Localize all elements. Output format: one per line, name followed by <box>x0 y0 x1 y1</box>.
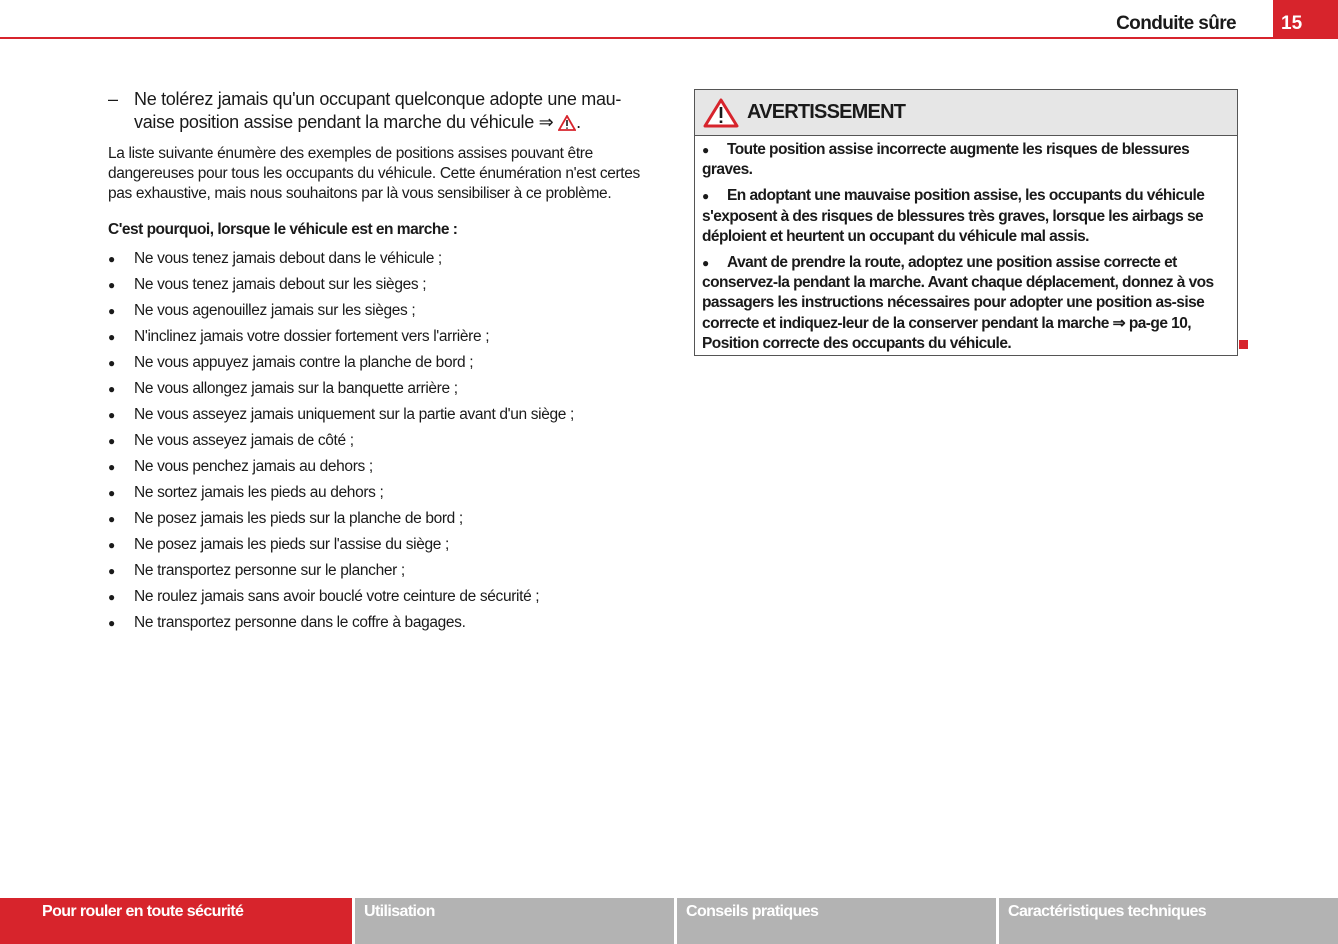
bullet: ● <box>108 408 115 422</box>
list-item <box>108 298 653 324</box>
bullet: ● <box>702 189 709 204</box>
bullet: ● <box>108 382 115 396</box>
bullet: ● <box>108 486 115 500</box>
list-item <box>108 454 653 480</box>
list-item-text: Ne sortez jamais les pieds au dehors ; <box>134 484 384 501</box>
warning-title: AVERTISSEMENT <box>747 101 906 123</box>
list-item <box>108 584 653 610</box>
list-item <box>108 376 653 402</box>
tab-utilisation[interactable]: Utilisation <box>355 898 674 944</box>
tab-caracteristiques-techniques[interactable]: Caractéristiques techniques <box>999 898 1338 944</box>
list-item-text: Ne vous asseyez jamais de côté ; <box>134 432 354 449</box>
bullet: ● <box>108 616 115 630</box>
bullet: ● <box>108 304 115 318</box>
list-item <box>108 272 653 298</box>
list-item-text: Ne vous penchez jamais au dehors ; <box>134 458 373 475</box>
left-column <box>108 88 653 636</box>
warning-point <box>702 186 1229 247</box>
warning-point-text: Avant de prendre la route, adoptez une position assise correcte et conservez-la pendant la marche. Avant chaque déplacement, donnez à vos passagers les instructions nécessaires pour adopter une position as-sise correcte et indiquez-leur de la conserver pendant la marche ⇒ pa-ge 10, Position correcte des occupants du véhicule. <box>702 254 1214 352</box>
list-item <box>108 558 653 584</box>
list-item <box>108 350 653 376</box>
list-item <box>108 480 653 506</box>
section-title: Conduite sûre <box>1116 13 1236 34</box>
list-item <box>108 428 653 454</box>
list-item <box>108 324 653 350</box>
warning-triangle-icon <box>558 115 576 131</box>
bullet: ● <box>108 564 115 578</box>
bullet: ● <box>108 356 115 370</box>
list-item-text: Ne transportez personne dans le coffre à bagages. <box>134 614 466 631</box>
list-item-text: Ne vous appuyez jamais contre la planche de bord ; <box>134 354 474 371</box>
warning-point <box>702 140 1229 180</box>
list-item <box>108 506 653 532</box>
intro-text: Ne tolérez jamais qu'un occupant quelconque adopte une mau-vaise position assise pendant la marche du véhicule ⇒ <box>134 89 622 132</box>
page-number: 15 <box>1273 0 1338 39</box>
bullet: ● <box>108 460 115 474</box>
warning-point <box>702 253 1229 354</box>
tab-conseils-pratiques[interactable]: Conseils pratiques <box>677 898 996 944</box>
list-item-text: Ne posez jamais les pieds sur l'assise du siège ; <box>134 536 449 553</box>
intro-item: – Ne tolérez jamais qu'un occupant quelconque adopte une mau-vaise position assise pendant la marche du véhicule ⇒ . <box>108 89 622 132</box>
footer-nav <box>0 898 1338 944</box>
list-item-text: Ne vous tenez jamais debout sur les sièges ; <box>134 276 427 293</box>
warning-point-text: Toute position assise incorrecte augmente les risques de blessures graves. <box>702 141 1190 179</box>
list-item-text: Ne posez jamais les pieds sur la planche de bord ; <box>134 510 463 527</box>
bullet: ● <box>108 590 115 604</box>
bullet: ● <box>108 512 115 526</box>
list-item-text: Ne transportez personne sur le plancher ; <box>134 562 405 579</box>
list-item-text: Ne vous allongez jamais sur la banquette arrière ; <box>134 380 458 397</box>
bullet: ● <box>108 434 115 448</box>
warning-triangle-icon <box>703 98 739 128</box>
list-item <box>108 246 653 272</box>
bullet: ● <box>108 252 115 266</box>
list-item-text: Ne vous tenez jamais debout dans le véhicule ; <box>134 250 442 267</box>
list-heading: C'est pourquoi, lorsque le véhicule est en marche : <box>108 221 458 238</box>
bullet: ● <box>108 278 115 292</box>
list-item-text: Ne roulez jamais sans avoir bouclé votre ceinture de sécurité ; <box>134 588 540 605</box>
list-item-text: Ne vous agenouillez jamais sur les sièges ; <box>134 302 416 319</box>
warning-box <box>694 89 1238 356</box>
warning-point-text: En adoptant une mauvaise position assise, les occupants du véhicule s'exposent à des risques de blessures très graves, lorsque les airbags se déploient et heurtent un occupant du véhicule mal assis. <box>702 187 1205 245</box>
header-rule <box>0 37 1338 39</box>
bullet: ● <box>702 256 709 271</box>
list-item <box>108 402 653 428</box>
tab-pour-rouler-en-toute-securite[interactable]: Pour rouler en toute sécurité <box>0 898 352 944</box>
warning-body <box>695 136 1237 354</box>
warning-header <box>695 90 1237 136</box>
list-item-text: N'inclinez jamais votre dossier fortement vers l'arrière ; <box>134 328 490 345</box>
list-item-text: Ne vous asseyez jamais uniquement sur la partie avant d'un siège ; <box>134 406 574 423</box>
bullet: ● <box>108 538 115 552</box>
list-item <box>108 610 653 636</box>
description-paragraph: La liste suivante énumère des exemples de positions assises pouvant être dangereuses pour tous les occupants du véhicule. Cette énumération n'est certes pas exhaustive, mais nous souhaitons par là vous sensibiliser à ce problème. <box>108 145 640 202</box>
bullet: ● <box>108 330 115 344</box>
list-item <box>108 532 653 558</box>
position-list <box>108 246 653 636</box>
bullet: ● <box>702 143 709 157</box>
end-of-section-marker <box>1239 340 1248 349</box>
